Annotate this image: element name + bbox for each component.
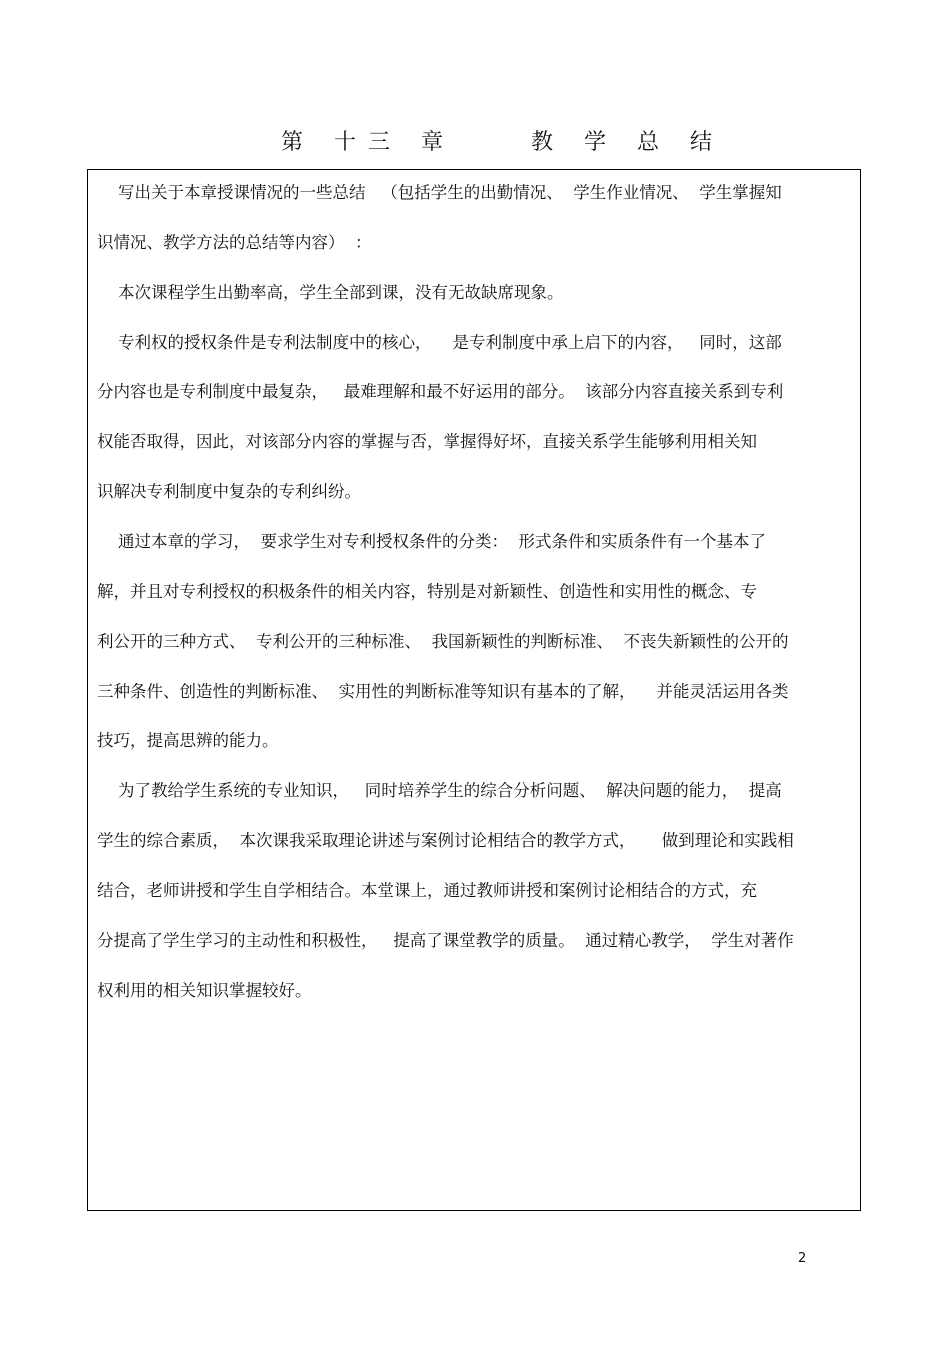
text-line: 权利用的相关知识掌握较好。 — [97, 981, 312, 1000]
text-line: 识情况、教学方法的总结等内容） ： — [97, 233, 372, 252]
text-line: 技巧，提高思辨的能力。 — [97, 731, 279, 750]
text-line: 结合，老师讲授和学生自学相结合。本堂课上，通过教师讲授和案例讨论相结合的方式，充 — [97, 881, 757, 900]
text-line: 三种条件、创造性的判断标准、 实用性的判断标准等知识有基本的了解， 并能灵活运用各类 — [97, 682, 789, 701]
text-line: 通过本章的学习， 要求学生对专利授权条件的分类： 形式条件和实质条件有一个基本了 — [97, 532, 766, 551]
text-line: 利公开的三种方式、 专利公开的三种标准、 我国新颖性的判断标准、 不丧失新颖性的公开的 — [97, 632, 789, 651]
text-line: 权能否取得，因此，对该部分内容的掌握与否，掌握得好坏，直接关系学生能够利用相关知 — [97, 432, 757, 451]
text-line: 识解决专利制度中复杂的专利纠纷。 — [97, 482, 361, 501]
text-line: 解，并且对专利授权的积极条件的相关内容，特别是对新颖性、创造性和实用性的概念、专 — [97, 582, 757, 601]
text-line: 分提高了学生学习的主动性和积极性， 提高了课堂教学的质量。 通过精心教学， 学生对著作 — [97, 931, 794, 950]
text-line: 为了教给学生系统的专业知识， 同时培养学生的综合分析问题、 解决问题的能力， 提高 — [97, 781, 782, 800]
text-line: 本次课程学生出勤率高，学生全部到课，没有无故缺席现象。 — [97, 283, 564, 302]
page-title: 第 十三 章 教 学 总 结 — [281, 130, 724, 155]
text-line: 学生的综合素质， 本次课我采取理论讲述与案例讨论相结合的教学方式， 做到理论和实践相 — [97, 831, 794, 850]
page-number: 2 — [798, 1251, 807, 1266]
text-line: 专利权的授权条件是专利法制度中的核心， 是专利制度中承上启下的内容， 同时，这部 — [97, 333, 782, 352]
summary-box — [87, 169, 861, 1211]
text-line: 写出关于本章授课情况的一些总结 （包括学生的出勤情况、 学生作业情况、 学生掌握知 — [97, 183, 782, 202]
text-line: 分内容也是专利制度中最复杂， 最难理解和最不好运用的部分。 该部分内容直接关系到专利 — [97, 382, 784, 401]
